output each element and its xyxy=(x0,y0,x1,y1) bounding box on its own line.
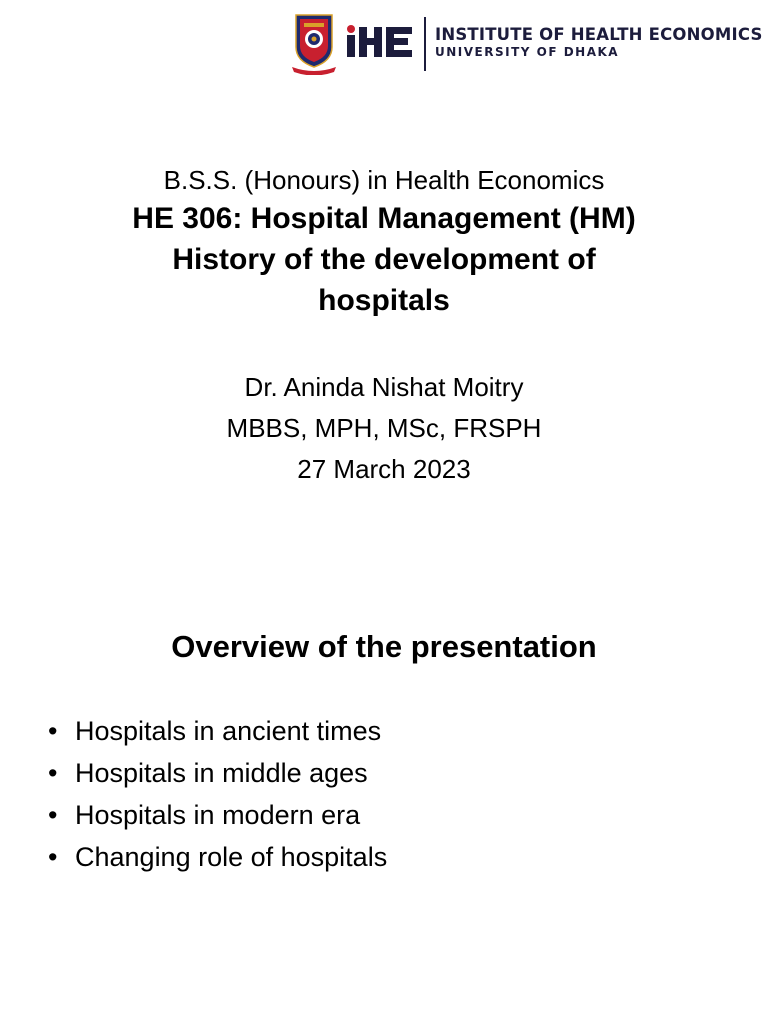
ihe-logo xyxy=(344,21,416,61)
course-title: HE 306: Hospital Management (HM) xyxy=(132,202,636,235)
list-item xyxy=(48,752,387,794)
institute-text xyxy=(435,25,763,59)
topic-title-line-1: History of the development of xyxy=(172,243,596,276)
list-item-text: Changing role of hospitals xyxy=(75,842,388,872)
program-title: B.S.S. (Honours) in Health Economics xyxy=(163,165,605,195)
institute-name: INSTITUTE OF HEALTH ECONOMICS xyxy=(435,25,763,44)
title-block xyxy=(0,162,768,321)
bullet-icon: • xyxy=(48,716,58,746)
list-item xyxy=(48,794,387,836)
bullet-icon: • xyxy=(48,842,58,872)
topic-title-line-2: hospitals xyxy=(318,284,450,317)
list-item xyxy=(48,836,387,878)
list-item-text: Hospitals in ancient times xyxy=(75,716,382,746)
bullet-icon: • xyxy=(48,758,58,788)
author-credentials: MBBS, MPH, MSc, FRSPH xyxy=(226,413,542,443)
list-item-text: Hospitals in modern era xyxy=(75,800,361,830)
header-logo-block xyxy=(290,12,763,76)
logo-divider xyxy=(424,17,426,71)
university-name: UNIVERSITY OF DHAKA xyxy=(435,45,620,59)
list-item-text: Hospitals in middle ages xyxy=(75,758,368,788)
bullet-icon: • xyxy=(48,800,58,830)
presentation-date: 27 March 2023 xyxy=(297,454,471,484)
author-name: Dr. Aninda Nishat Moitry xyxy=(244,372,524,402)
university-seal-icon xyxy=(290,13,338,75)
overview-heading: Overview of the presentation xyxy=(171,629,597,664)
author-block xyxy=(0,367,768,490)
overview-list xyxy=(48,710,387,878)
list-item xyxy=(48,710,387,752)
